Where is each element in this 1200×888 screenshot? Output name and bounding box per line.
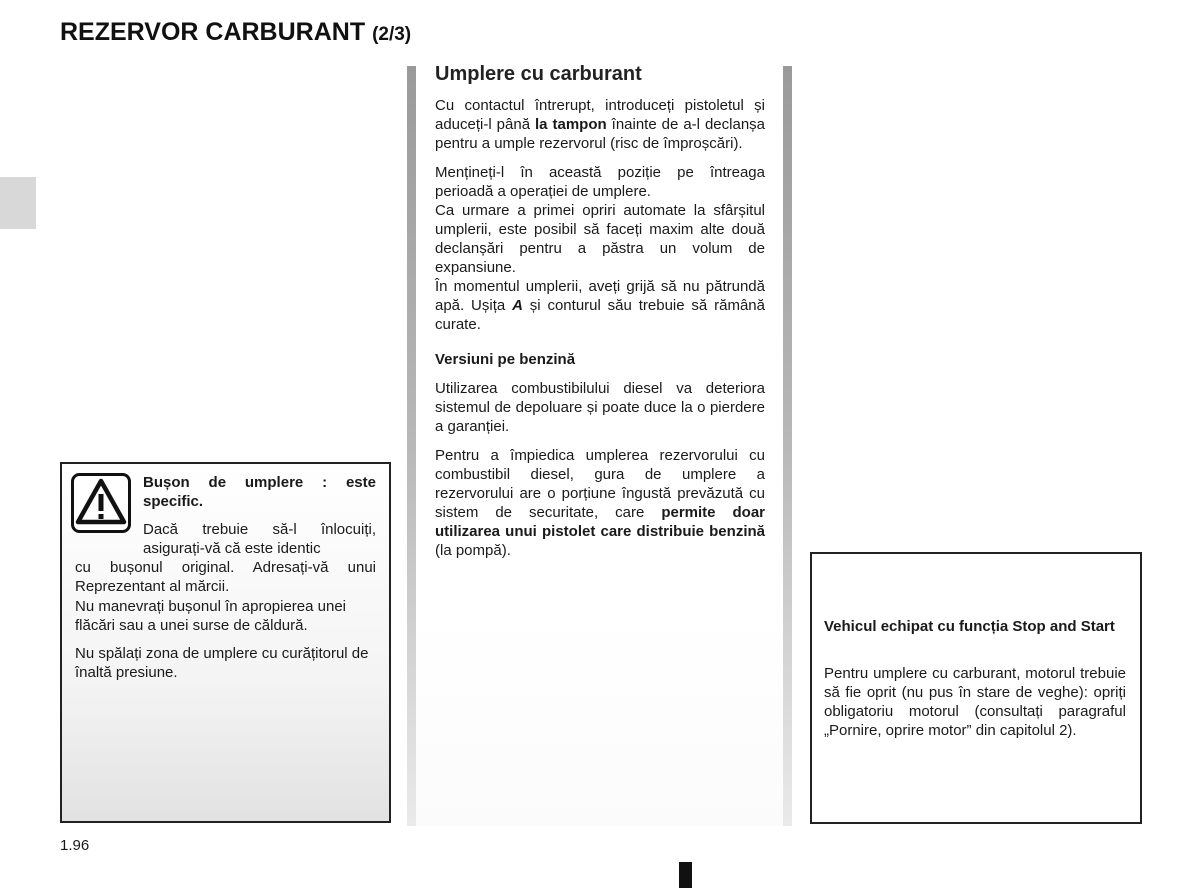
warning-heading: Bușon de umplere : este specific. [143,474,376,510]
text-run: Cu contactul întrerupt, introduceți pistoletul și aduceți-l până [435,97,765,133]
flap-letter: A [512,297,523,314]
page-title [60,18,411,47]
text-run: Pentru a împiedica umplerea rezervorului cu combustibil diesel, gura de umplere a rezervorului are o porțiune îngustă prevăzută cu sistem de securitate, care [435,447,765,521]
section-heading: Umplere cu carburant [435,63,642,85]
info-text: Pentru umplere cu carburant, motorul trebuie să fie oprit (nu pus în stare de veghe): opriți obligatoriu motorul (consultați paragraful „Pornire, oprire motor” din capitolul 2). [824,665,1126,739]
text-run: înainte de a-l declanșa pentru a umple rezervorul (risc de împroșcări). [435,116,766,152]
page-title-part: (2/3) [372,24,412,45]
paragraph-diesel-damage: Utilizarea combustibilului diesel va deteriora sistemul de depoluare și poate duce la o pierdere a garanției. [435,380,765,435]
warning-text-first: Dacă trebuie să-l înlocuiți, asigurați-vă că este identic [143,521,376,557]
warning-triangle-icon [71,473,131,533]
subsection-heading: Versiuni pe benzină [435,351,576,368]
paragraph-filler-neck [435,446,765,560]
paragraph-auto-stop: Ca urmare a primei opriri automate la sfârșitul umplerii, este posibil să faceți maxim alte două declanșări pentru a păstra un volum de expansiune. [435,202,765,276]
text-run: și conturul său trebuie să rămână curate. [435,297,765,333]
warning-text-washing: Nu spălați zona de umplere cu curățitorul de înaltă presiune. [75,645,369,681]
page-title-text: REZERVOR CARBURANT [60,18,366,46]
text-run: (la pompă). [435,542,511,559]
warning-text-flame: Nu manevrați bușonul în apropierea unei flăcări sau a unei surse de căldură. [75,598,347,634]
page-number: 1.96 [60,837,90,854]
crop-mark [679,862,692,888]
column-rule-left [407,66,416,826]
bold-run: permite doar utilizarea unui pistolet care distribuie benzină [435,504,765,540]
paragraph-hold-position: Mențineți-l în această poziție pe întreaga perioadă a operației de umplere. [435,164,765,200]
paragraph-insert-nozzle [435,96,765,153]
paragraph-water [435,277,765,334]
chapter-tab [0,177,36,229]
info-heading: Vehicul echipat cu funcția Stop and Start [824,618,1115,635]
bold-run: la tampon [535,116,607,133]
main-column [435,62,765,570]
text-run: În momentul umplerii, aveți grijă să nu pătrundă apă. Ușița [435,278,765,314]
column-rule-right [783,66,792,826]
warning-text-rest: cu bușonul original. Adresați-vă unui Reprezentant al mărcii. [75,559,376,595]
